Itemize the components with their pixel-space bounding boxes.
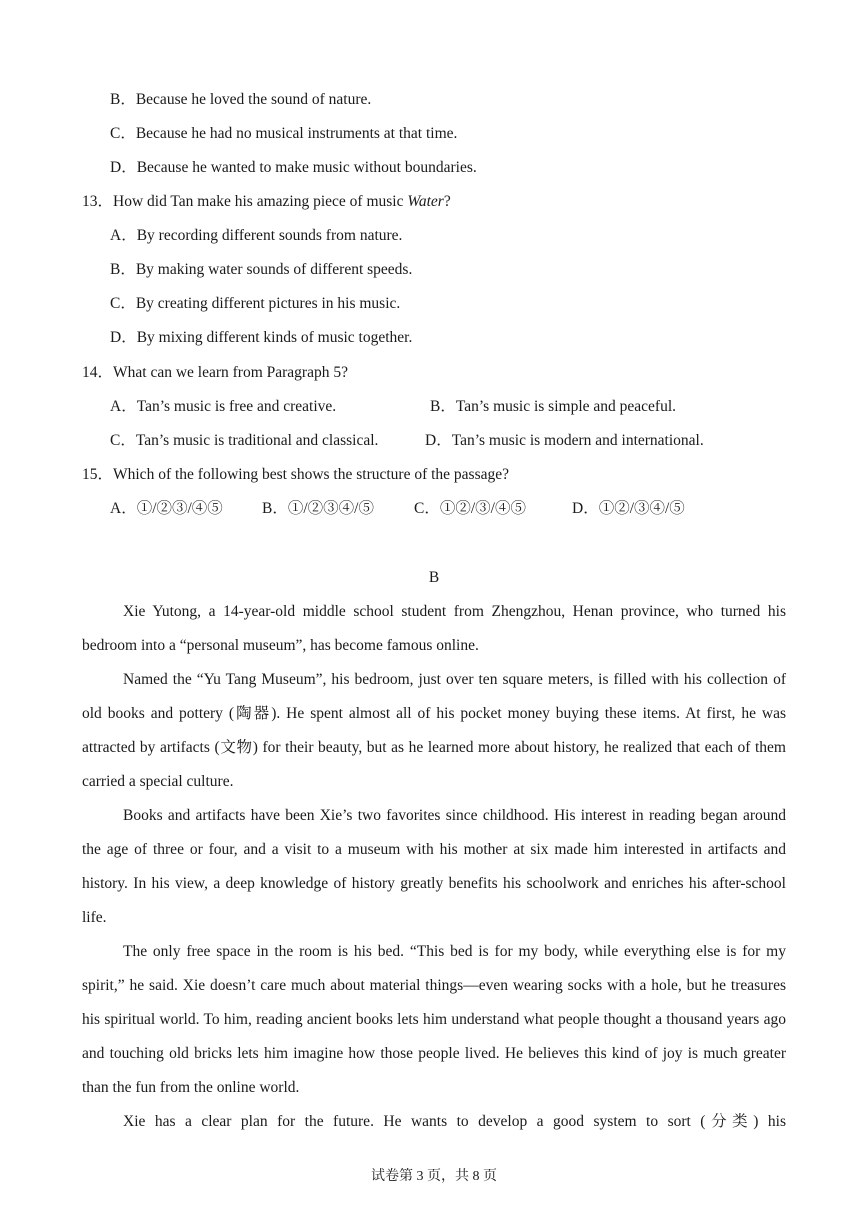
page-footer: 试卷第 3 页，共 8 页	[371, 1169, 497, 1184]
q13-stem-end: ?	[443, 193, 451, 210]
q13-option-d: D．By mixing different kinds of music together.	[110, 329, 413, 346]
q13-stem-title: Water	[407, 193, 444, 210]
q14-option-a: A．Tan’s music is free and creative.	[110, 398, 337, 415]
q13-stem-text: 13．How did Tan make his amazing piece of music	[82, 193, 408, 210]
passage-paragraph-2: Named the “Yu Tang Museum”, his bedroom, just over ten square meters, is filled with his collection of old books and pottery (陶器). He spent almost all of his pocket money buying these items. At first, he was attracted by artifacts (文物) for their beauty, but as he learned more about history, he realized that each of them carried a special culture.	[82, 671, 786, 790]
q14-stem: 14．What can we learn from Paragraph 5?	[82, 364, 348, 381]
q15-stem: 15．Which of the following best shows the structure of the passage?	[82, 466, 510, 483]
q13-option-a: A．By recording different sounds from nature.	[110, 227, 403, 244]
q13-option-b: B．By making water sounds of different speeds.	[110, 261, 413, 278]
q14-option-c: C．Tan’s music is traditional and classical.	[110, 432, 379, 449]
passage-paragraph-3: Books and artifacts have been Xie’s two favorites since childhood. His interest in reading began around the age of three or four, and a visit to a museum with his mother at six made him interested in artifacts and history. In his view, a deep knowledge of history greatly benefits his schoolwork and enriches his after-school life.	[82, 807, 786, 926]
q13-option-c: C．By creating different pictures in his music.	[110, 295, 401, 312]
passage-paragraph-1: Xie Yutong, a 14-year-old middle school student from Zhengzhou, Henan province, who turned his bedroom into a “personal museum”, has become famous online.	[82, 603, 786, 654]
q15-option-a: A．①/②③/④⑤	[110, 500, 223, 517]
passage-paragraph-4: The only free space in the room is his bed. “This bed is for my body, while everything else is for my spirit,” he said. Xie doesn’t care much about material things—even wearing socks with a hole, but he treasures his spiritual world. To him, reading ancient books lets him understand what people thought a thousand years ago and touching old bricks lets him imagine how those people lived. He believes this kind of joy is much greater than the fun from the online world.	[82, 943, 786, 1096]
section-b-title: B	[428, 569, 440, 586]
q15-option-b: B．①/②③④/⑤	[262, 500, 374, 517]
q15-option-c: C．①②/③/④⑤	[414, 500, 526, 517]
q14-option-d: D．Tan’s music is modern and international.	[425, 432, 704, 449]
q12-option-d: D．Because he wanted to make music without boundaries.	[110, 159, 477, 176]
q12-option-c: C．Because he had no musical instruments at that time.	[110, 125, 458, 142]
q13-stem	[82, 192, 451, 212]
q15-option-d: D．①②/③④/⑤	[572, 500, 685, 517]
passage-paragraph-5: Xie has a clear plan for the future. He wants to develop a good system to sort (分类) his	[123, 1113, 786, 1130]
q14-option-b: B．Tan’s music is simple and peaceful.	[430, 398, 677, 415]
q12-option-b: B．Because he loved the sound of nature.	[110, 91, 372, 108]
